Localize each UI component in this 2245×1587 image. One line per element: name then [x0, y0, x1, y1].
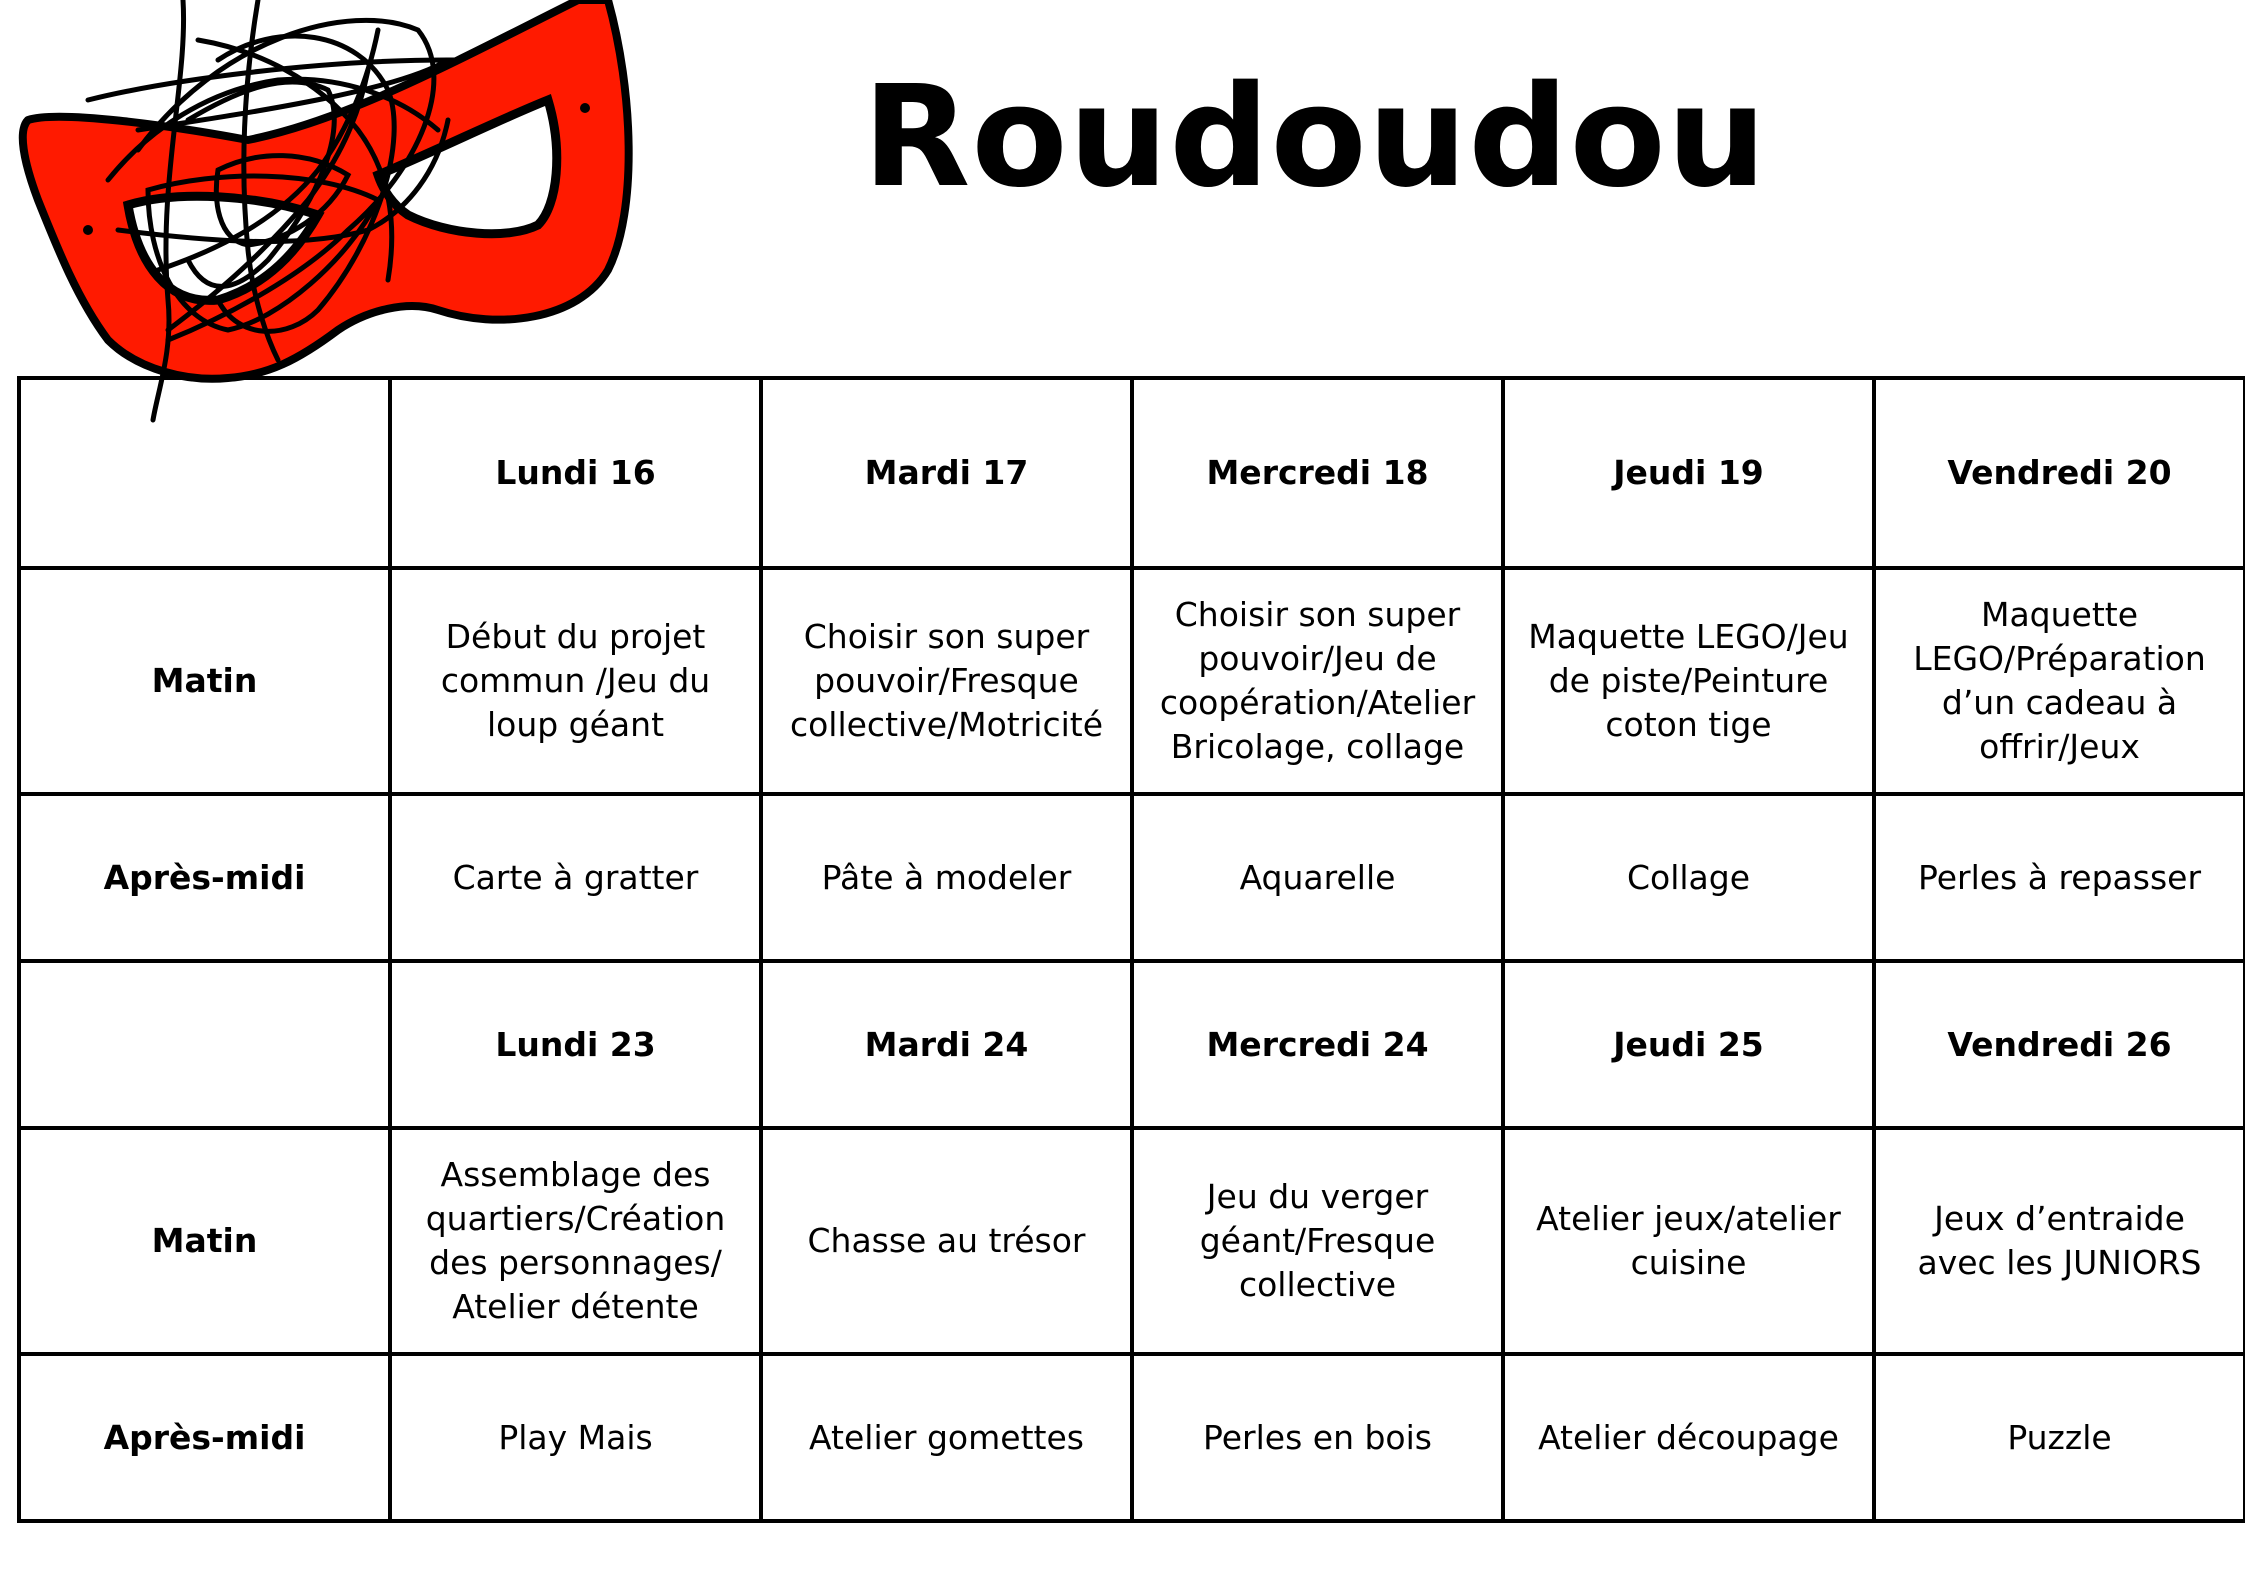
activity-cell: Début du projet commun /Jeu du loup géant: [390, 568, 761, 794]
day-header: Mardi 17: [761, 378, 1132, 568]
week-1-apresmidi-row: [19, 794, 2245, 961]
empty-corner-cell: [19, 961, 390, 1128]
page-title: Roudoudou: [862, 56, 1768, 219]
day-header: Jeudi 19: [1503, 378, 1874, 568]
day-header: Mercredi 18: [1132, 378, 1503, 568]
day-header: Mardi 24: [761, 961, 1132, 1128]
activity-cell: Atelier découpage: [1503, 1354, 1874, 1521]
period-label-matin: Matin: [19, 568, 390, 794]
day-header: Jeudi 25: [1503, 961, 1874, 1128]
day-header: Vendredi 26: [1874, 961, 2245, 1128]
activity-cell: Aquarelle: [1132, 794, 1503, 961]
activity-cell: Maquette LEGO/Préparation d’un cadeau à offrir/Jeux: [1874, 568, 2245, 794]
activity-cell: Perles à repasser: [1874, 794, 2245, 961]
activity-cell: Choisir son super pouvoir/Jeu de coopération/Atelier Bricolage, collage: [1132, 568, 1503, 794]
activity-cell: Play Mais: [390, 1354, 761, 1521]
superhero-mask-icon: [18, 0, 633, 425]
period-label-apresmidi: Après-midi: [19, 1354, 390, 1521]
activity-cell: Perles en bois: [1132, 1354, 1503, 1521]
week-1-matin-row: [19, 568, 2245, 794]
period-label-apresmidi: Après-midi: [19, 794, 390, 961]
activity-cell: Puzzle: [1874, 1354, 2245, 1521]
activity-cell: Chasse au trésor: [761, 1128, 1132, 1354]
activity-cell: Atelier jeux/atelier cuisine: [1503, 1128, 1874, 1354]
week-2-apresmidi-row: [19, 1354, 2245, 1521]
activity-cell: Maquette LEGO/Jeu de piste/Peinture coton tige: [1503, 568, 1874, 794]
week-2-header-row: [19, 961, 2245, 1128]
period-label-matin: Matin: [19, 1128, 390, 1354]
activity-cell: Assemblage des quartiers/Création des personnages/ Atelier détente: [390, 1128, 761, 1354]
day-header: Mercredi 24: [1132, 961, 1503, 1128]
day-header: Vendredi 20: [1874, 378, 2245, 568]
activity-cell: Jeu du verger géant/Fresque collective: [1132, 1128, 1503, 1354]
activity-cell: Collage: [1503, 794, 1874, 961]
activity-cell: Choisir son super pouvoir/Fresque collective/Motricité: [761, 568, 1132, 794]
activity-cell: Pâte à modeler: [761, 794, 1132, 961]
activity-cell: Atelier gomettes: [761, 1354, 1132, 1521]
week-2-matin-row: [19, 1128, 2245, 1354]
activity-schedule-table: [17, 376, 2245, 1523]
activity-cell: Carte à gratter: [390, 794, 761, 961]
day-header: Lundi 16: [390, 378, 761, 568]
activity-cell: Jeux d’entraide avec les JUNIORS: [1874, 1128, 2245, 1354]
day-header: Lundi 23: [390, 961, 761, 1128]
